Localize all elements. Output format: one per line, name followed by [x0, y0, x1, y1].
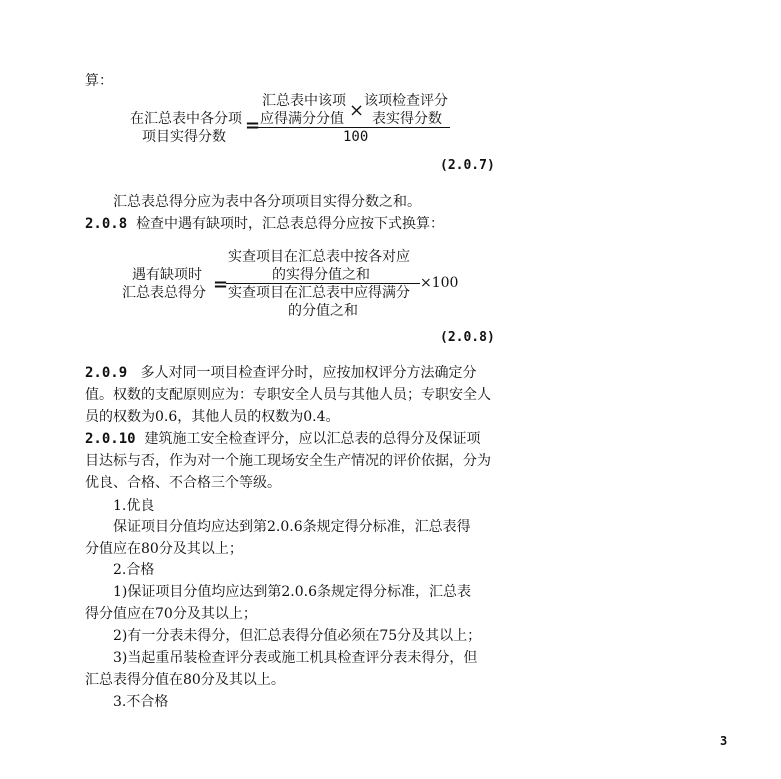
paragraph-sum: 汇总表总得分应为表中各分项项目实得分数之和。: [113, 194, 421, 210]
formula-lhs-line2: 汇总表总得分: [122, 285, 206, 301]
grade-fail-heading: 3.不合格: [113, 694, 169, 710]
grade-pass-item3: [85, 649, 495, 689]
denominator-line1: 实查项目在汇总表中应得满分: [228, 285, 410, 301]
times-sign: ×: [349, 100, 365, 121]
formula-lhs-line1: 在汇总表中各分项: [130, 111, 242, 127]
formula-lhs-line1: 遇有缺项时: [132, 267, 202, 283]
numerator-a-line1: 汇总表中该项: [262, 93, 346, 109]
page-number: 3: [720, 734, 728, 748]
times-100: ×100: [420, 275, 459, 291]
clause-text: 检查中遇有缺项时，汇总表总得分应按下式换算：: [136, 216, 445, 232]
lead-text: 算：: [85, 73, 113, 89]
equation-number: (2.0.8): [440, 330, 495, 345]
body-line2: 分值应在80分及其以上；: [85, 541, 243, 557]
clause-2-0-9: [85, 364, 495, 426]
grade-pass-heading: 2.合格: [113, 562, 155, 578]
body-line1: 保证项目分值均应达到第2.0.6条规定得分标准，汇总表得: [113, 519, 471, 535]
clause-line2: 值。权数的支配原则应为：专职安全人员与其他人员；专职安全人: [85, 387, 491, 403]
clause-line1: 2.0.10 建筑施工安全检查评分，应以汇总表的总得分及保证项: [85, 431, 481, 447]
denominator-line2: 的分值之和: [288, 303, 358, 319]
grade-pass-item2: 2)有一分表未得分，但汇总表得分值必须在75分及其以上；: [113, 628, 482, 644]
equals-sign: =: [245, 115, 261, 136]
grade-pass-item1: [85, 583, 495, 623]
item1-line2: 得分值应在70分及其以上；: [85, 606, 257, 622]
clause-number: 2.0.9: [85, 365, 128, 381]
numerator-b-line1: 该项检查评分: [364, 93, 448, 109]
clause-2-0-8: [85, 215, 495, 233]
item3-line1: 3)当起重吊装检查评分表或施工机具检查评分表未得分，但: [113, 650, 478, 666]
clause-line3: 优良、合格、不合格三个等级。: [85, 475, 281, 491]
item1-line1: 1)保证项目分值均应达到第2.0.6条规定得分标准，汇总表: [113, 584, 471, 600]
formula-lhs-line2: 项目实得分数: [142, 129, 226, 145]
item3-line2: 汇总表得分值在80分及其以上。: [85, 672, 285, 688]
clause-line2: 目达标与否，作为对一个施工现场安全生产情况的评价依据，分为: [85, 453, 491, 469]
clause-line1: 2.0.9 多人对同一项目检查评分时，应按加权评分方法确定分: [85, 365, 477, 381]
numerator-line2: 的实得分值之和: [272, 267, 370, 283]
clause-number: 2.0.10: [85, 431, 136, 447]
clause-line3: 员的权数为0.6，其他人员的权数为0.4。: [85, 409, 340, 425]
numerator-line1: 实查项目在汇总表中按各对应: [228, 249, 410, 265]
grade-excellent-body: [85, 518, 495, 558]
numerator-b-line2: 表实得分数: [372, 111, 442, 127]
clause-2-0-10: [85, 430, 495, 492]
equation-number: (2.0.7): [440, 158, 495, 173]
numerator-a-line2: 应得满分分值: [260, 111, 344, 127]
denominator: 100: [343, 129, 369, 145]
clause-number: 2.0.8: [85, 216, 128, 232]
grade-excellent-heading: 1.优良: [113, 498, 155, 514]
equals-sign: =: [213, 274, 229, 295]
